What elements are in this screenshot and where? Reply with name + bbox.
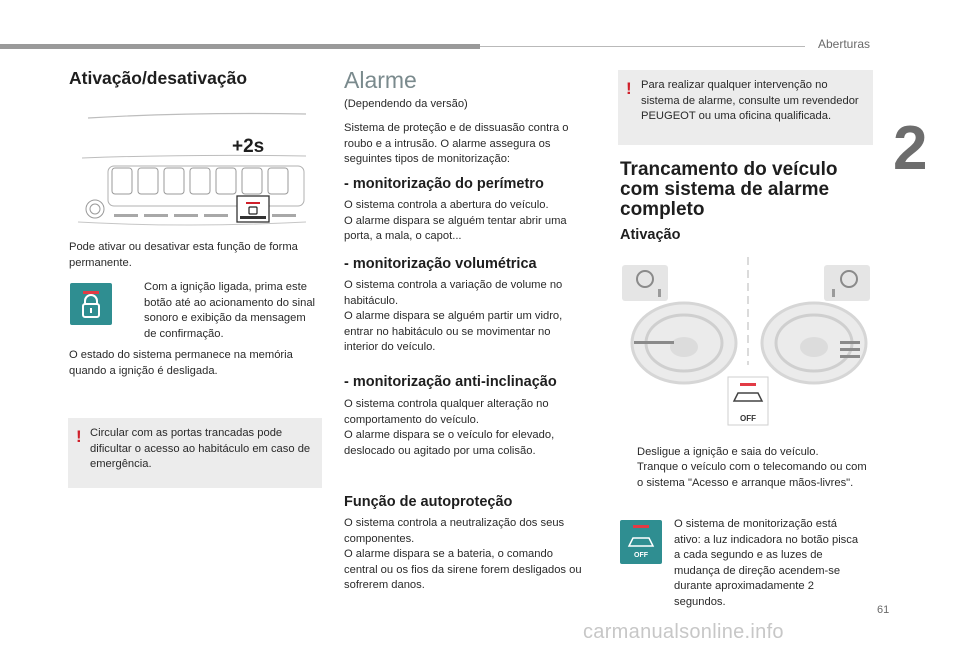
warning-icon: !: [76, 427, 82, 446]
heading-anti-tilt: - monitorização anti-inclinação: [344, 374, 557, 390]
dealer-warning-note: [618, 70, 873, 145]
heading-self-protection: Função de autoproteção: [344, 494, 513, 510]
lock-alarm-button-icon: [70, 283, 112, 325]
off-icon-label: OFF: [634, 552, 648, 559]
alarm-subtitle: (Dependendo da versão): [344, 98, 468, 110]
page-number: 61: [877, 604, 890, 616]
hold-duration-label: +2s: [232, 136, 265, 157]
volumetric-text: O sistema controla a variação de volume no habitáculo. O alarme dispara se alguém partir um vidro, entrar no habitáculo ou se movimentar no interior do veículo.: [344, 279, 563, 353]
off-button-label: OFF: [740, 414, 756, 423]
section-title-activation: Ativação/desativação: [69, 68, 248, 88]
step-switch-off-ignition: Desligue a ignição e saia do veículo.: [637, 446, 819, 458]
dashboard-buttons-illustration: [68, 110, 308, 232]
vehicle-locking-illustration: [618, 255, 874, 435]
heading-activation: Ativação: [620, 227, 681, 243]
header-rule: [480, 46, 805, 47]
section-title-full-alarm-locking: Trancamento do veículo com sistema de alarme completo: [620, 159, 838, 220]
warning-icon: !: [626, 79, 632, 98]
anti-tilt-text: O sistema controla qualquer alteração no comportamento do veículo. O alarme dispara se o veículo for elevado, deslocado ou agitado por uma colisão.: [344, 398, 555, 457]
header-bar: [0, 44, 480, 49]
heading-volumetric: - monitorização volumétrica: [344, 256, 537, 272]
perimeter-text: O sistema controla a abertura do veículo. O alarme dispara se alguém tentar abrir uma porta, a mala, o capot...: [344, 199, 567, 242]
activation-intro: Pode ativar ou desativar esta função de forma permanente.: [69, 241, 298, 269]
heading-perimeter: - monitorização do perímetro: [344, 176, 544, 192]
emergency-warning-note: [68, 418, 322, 488]
step-lock-vehicle: Tranque o veículo com o telecomando ou com o sistema "Acesso e arranque mãos-livres".: [637, 461, 867, 489]
self-protection-text: O sistema controla a neutralização dos seus componentes. O alarme dispara se a bateria, o comando central ou os fios da sirene forem desligados ou sofrerem danos.: [344, 517, 582, 591]
alarm-intro: Sistema de proteção e de dissuasão contra o roubo e a intrusão. O alarme assegura os seguintes tipos de monitorização:: [344, 122, 569, 165]
dealer-warning-text: Para realizar qualquer intervenção no sistema de alarme, consulte um revendedor PEUGEOT ou uma oficina qualificada.: [641, 79, 859, 122]
activation-step-text: Com a ignição ligada, prima este botão até ao acionamento do sinal sonoro e exibição da mensagem de confirmação.: [144, 281, 316, 340]
monitoring-active-text: O sistema de monitorização está ativo: a luz indicadora no botão pisca a cada segundo e as luzes de mudança de direção acendem-se durante aproximadamente 2 segundos.: [674, 518, 859, 608]
alarm-off-button-icon: [620, 520, 662, 564]
emergency-warning-text: Circular com as portas trancadas pode dificultar o acesso ao habitáculo em caso de emergência.: [90, 427, 311, 470]
section-title-alarm: Alarme: [344, 67, 417, 93]
watermark: carmanualsonline.info: [583, 621, 784, 643]
chapter-title: Aberturas: [818, 37, 871, 51]
memory-text: O estado do sistema permanece na memória quando a ignição é desligada.: [69, 349, 293, 377]
chapter-number: 2: [893, 114, 928, 183]
